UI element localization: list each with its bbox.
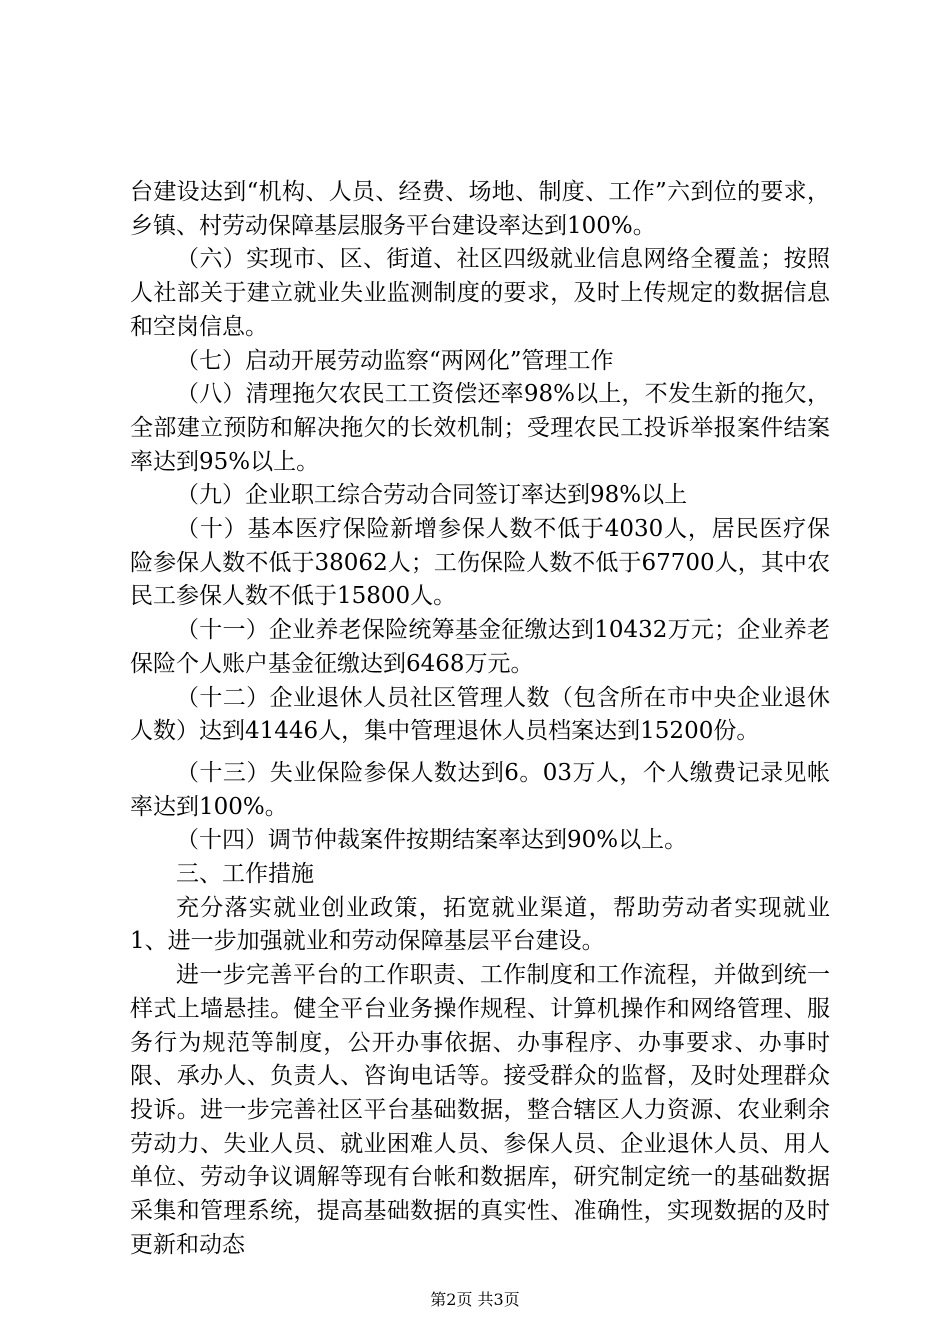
paragraph-3: （七）启动开展劳动监察“两网化”管理工作 (176, 347, 614, 374)
document-body (130, 176, 830, 1263)
paragraph-1: 台建设达到“机构、人员、经费、场地、制度、工作”六到位的要求，乡镇、村劳动保障基层服务平台建设率达到100%。 (130, 179, 830, 239)
paragraph-10: （十四）调节仲裁案件按期结案率达到90%以上。 (176, 827, 688, 854)
paragraph-13: 进一步完善平台的工作职责、工作制度和工作流程，并做到统一样式上墙悬挂。健全平台业务操作规程、计算机操作和网络管理、服务行为规范等制度，公开办事依据、办事程序、办事要求、办事时限、承办人、负责人、咨询电话等。接受群众的监督，及时处理群众投诉。进一步完善社区平台基础数据，整合辖区人力资源、农业剩余劳动力、失业人员、就业困难人员、参保人员、企业退休人员、用人单位、劳动争议调解等现有台帐和数据库，研究制定统一的基础数据采集和管理系统，提高基础数据的真实性、准确性，实现数据的及时更新和动态 (130, 962, 830, 1258)
paragraph-6: （十）基本医疗保险新增参保人数不低于4030人，居民医疗保险参保人数不低于38062人；工伤保险人数不低于67700人，其中农民工参保人数不低于15800人。 (130, 516, 830, 610)
paragraph-5: （九）企业职工综合劳动合同签订率达到98%以上 (176, 482, 688, 509)
paragraph-8: （十二）企业退休人员社区管理人数（包含所在市中央企业退休人数）达到41446人，集中管理退休人员档案达到15200份。 (130, 684, 830, 745)
paragraph-4: （八）清理拖欠农民工工资偿还率98%以上，不发生新的拖欠，全部建立预防和解决拖欠的长效机制；受理农民工投诉举报案件结案率达到95%以上。 (130, 381, 830, 475)
paragraph-2: （六）实现市、区、街道、社区四级就业信息网络全覆盖；按照人社部关于建立就业失业监测制度的要求，及时上传规定的数据信息和空岗信息。 (130, 246, 830, 340)
paragraph-9: （十三）失业保险参保人数达到6。03万人，个人缴费记录见帐率达到100%。 (130, 759, 830, 820)
paragraph-12: 充分落实就业创业政策，拓宽就业渠道，帮助劳动者实现就业1、进一步加强就业和劳动保障基层平台建设。 (130, 894, 830, 955)
page-footer: 第2页 共3页 (430, 1290, 520, 1309)
section-heading: 三、工作措施 (176, 861, 314, 888)
paragraph-7: （十一）企业养老保险统筹基金征缴达到10432万元；企业养老保险个人账户基金征缴达到6468万元。 (130, 617, 830, 677)
